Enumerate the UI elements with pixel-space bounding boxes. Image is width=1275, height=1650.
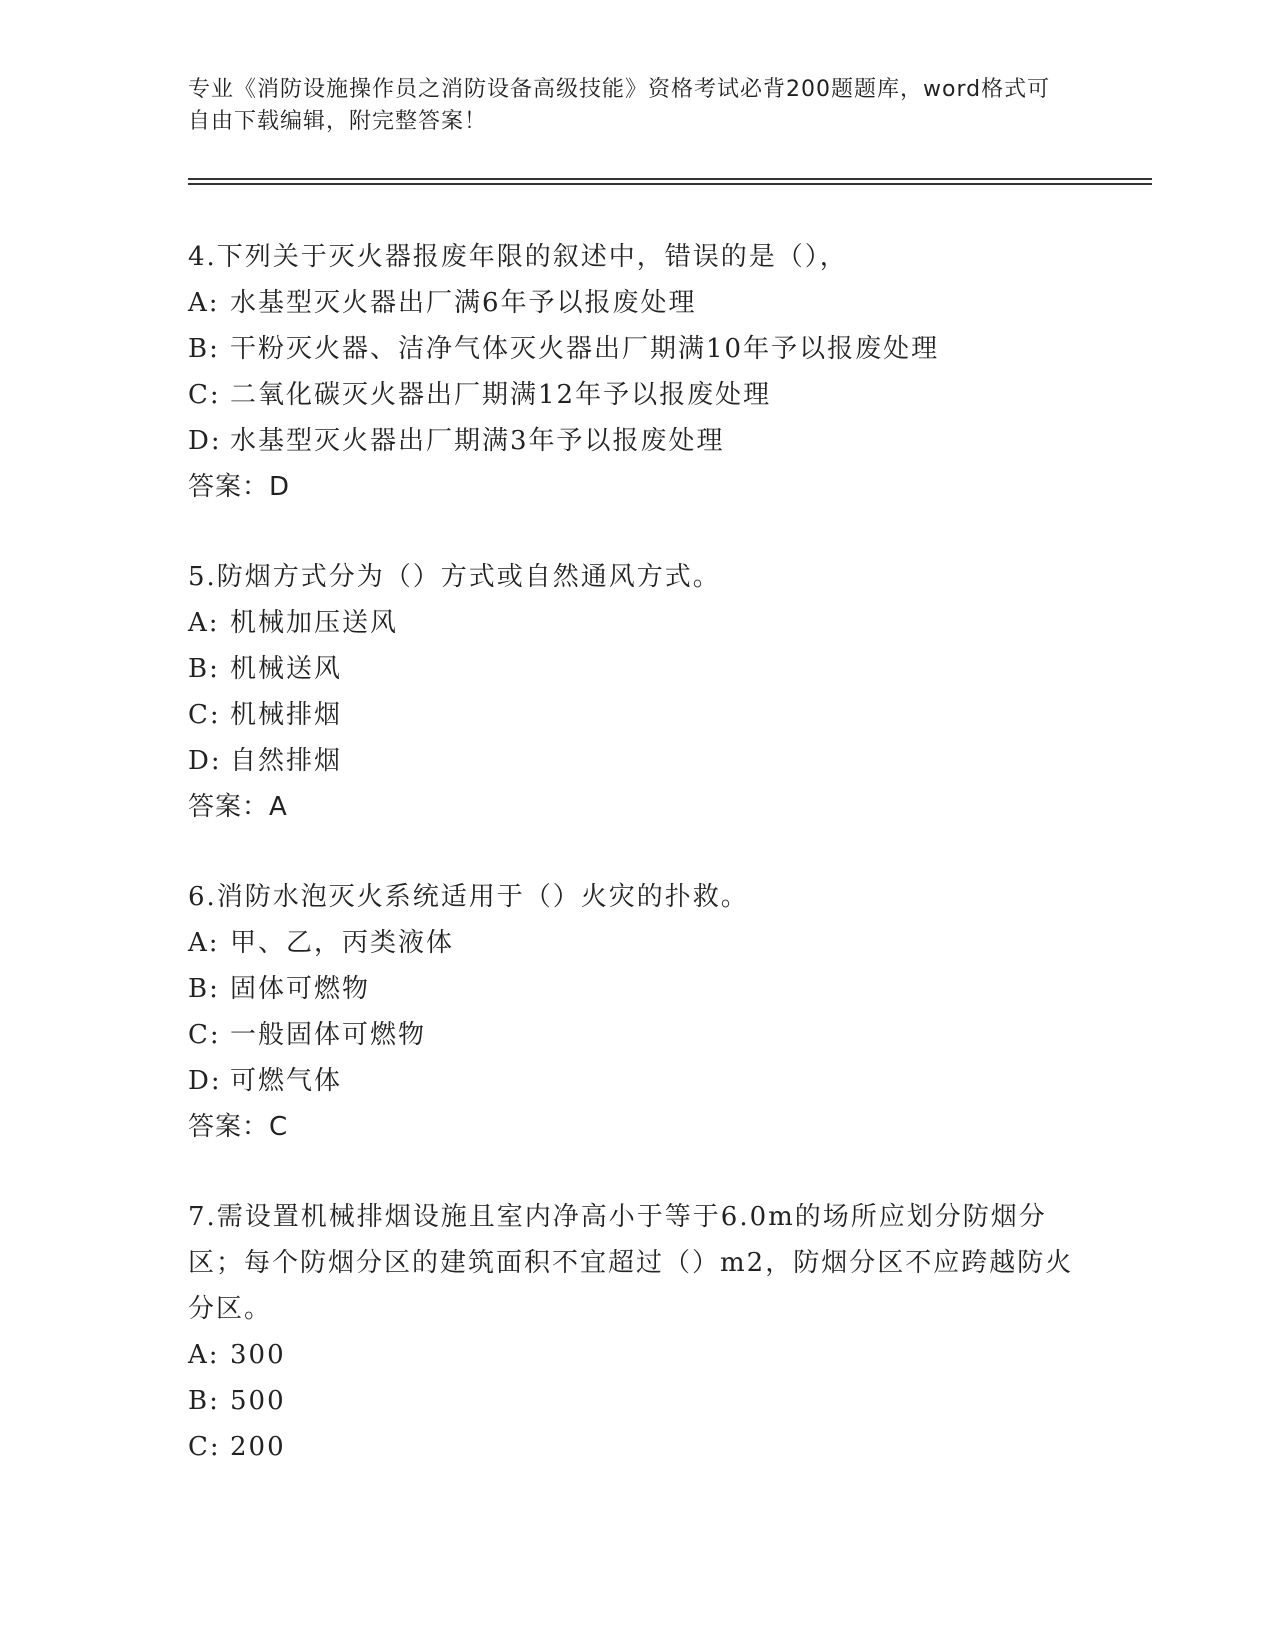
option-key: B: [188, 974, 220, 1004]
option-text: 一般固体可燃物 [230, 1020, 427, 1050]
option-key: C: [188, 700, 221, 730]
option-key: D: [188, 1066, 222, 1096]
option-text: 甲、乙，丙类液体 [230, 928, 455, 958]
option-b [188, 966, 1088, 1012]
option-text: 机械送风 [230, 654, 343, 684]
question-5 [188, 554, 1088, 830]
question-stem: 4.下列关于灭火器报废年限的叙述中，错误的是（）， [188, 242, 848, 272]
option-d [188, 1058, 1088, 1104]
option-key: B: [188, 654, 220, 684]
document-header: 专业《消防设施操作员之消防设备高级技能》资格考试必背200题题库，word格式可自由下载编辑，附完整答案！ [188, 77, 1051, 134]
option-text: 固体可燃物 [230, 974, 371, 1004]
option-c [188, 692, 1088, 738]
option-text: 机械排烟 [230, 700, 343, 730]
option-a [188, 920, 1088, 966]
option-key: B: [188, 334, 220, 364]
option-text: 水基型灭火器出厂满6年予以报废处理 [230, 288, 697, 318]
option-key: C: [188, 1432, 221, 1462]
option-key: A: [188, 608, 220, 638]
question-stem: 5.防烟方式分为（）方式或自然通风方式。 [188, 562, 721, 592]
option-text: 300 [230, 1340, 286, 1370]
option-key: C: [188, 380, 221, 410]
option-text: 二氧化碳灭火器出厂期满12年予以报废处理 [230, 380, 772, 410]
question-stem: 6.消防水泡灭火系统适用于（）火灾的扑救。 [188, 882, 749, 912]
header-divider-top [188, 178, 1152, 180]
option-text: 500 [230, 1386, 286, 1416]
option-a [188, 280, 1088, 326]
option-c [188, 1012, 1088, 1058]
option-key: A: [188, 1340, 220, 1370]
option-key: A: [188, 288, 220, 318]
option-c [188, 372, 1088, 418]
option-key: D: [188, 426, 222, 456]
question-7 [188, 1194, 1088, 1470]
option-text: 可燃气体 [230, 1066, 343, 1096]
question-6 [188, 874, 1088, 1150]
option-d [188, 418, 1088, 464]
option-key: B: [188, 1386, 220, 1416]
answer-line: 答案：C [188, 1112, 289, 1142]
option-d [188, 738, 1088, 784]
answer-line: 答案：A [188, 792, 288, 822]
option-b [188, 646, 1088, 692]
answer-line: 答案：D [188, 472, 291, 502]
option-b [188, 326, 1088, 372]
option-text: 自然排烟 [230, 746, 343, 776]
option-text: 机械加压送风 [230, 608, 399, 638]
option-text: 干粉灭火器、洁净气体灭火器出厂期满10年予以报废处理 [230, 334, 940, 364]
header-divider-bottom [188, 183, 1152, 185]
option-text: 水基型灭火器出厂期满3年予以报废处理 [230, 426, 725, 456]
question-stem: 7.需设置机械排烟设施且室内净高小于等于6.0m的场所应划分防烟分区；每个防烟分区的建筑面积不宜超过（）m2，防烟分区不应跨越防火分区。 [188, 1202, 1074, 1324]
option-key: C: [188, 1020, 221, 1050]
option-key: A: [188, 928, 220, 958]
option-b [188, 1378, 1088, 1424]
option-a [188, 600, 1088, 646]
option-a [188, 1332, 1088, 1378]
option-c [188, 1424, 1088, 1470]
question-4 [188, 234, 1088, 510]
option-key: D: [188, 746, 222, 776]
option-text: 200 [230, 1432, 286, 1462]
